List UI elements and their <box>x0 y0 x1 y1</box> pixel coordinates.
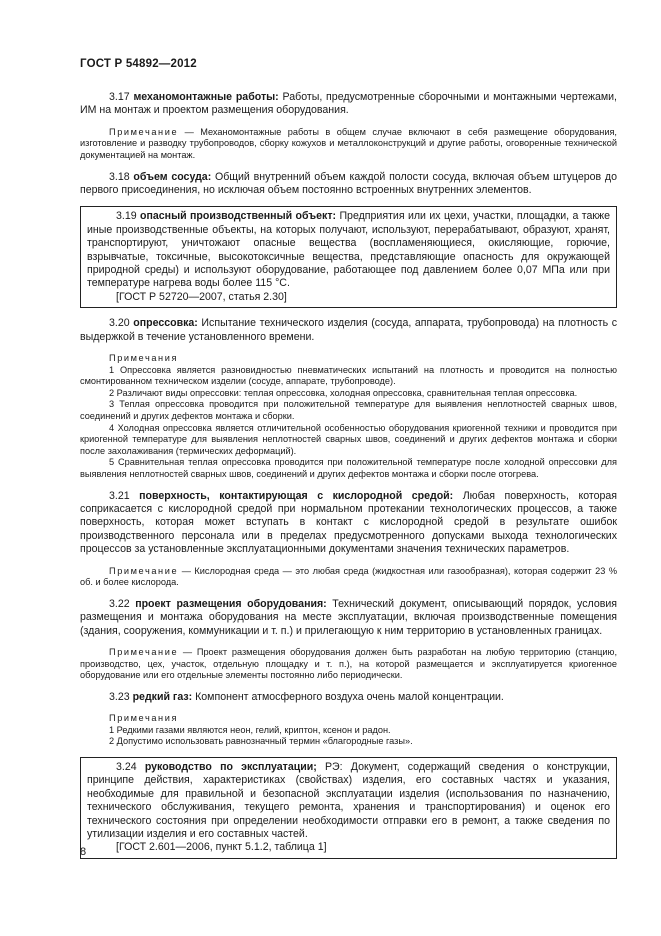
term-number: 3.24 <box>116 761 137 773</box>
term-definition: Технический документ, описывающий порядок, условия размещения и монтажа оборудования на месте эксплуатации, включая производственные помещения (здания, сооружения, коммуникации и т. п.) и прилегающую к ним территорию в установленных границах. <box>80 597 617 637</box>
term-number: 3.21 <box>109 489 130 502</box>
source-reference: [ГОСТ Р 52720—2007, статья 2.30] <box>116 290 287 303</box>
term-3-17 <box>80 91 617 118</box>
term-3-20 <box>80 317 617 344</box>
term-title: опасный производственный объект: <box>140 210 337 223</box>
note-item: 3 Теплая опрессовка проводится при положительной температуре для выявления неплотностей сварных швов, соединений и других дефектов монтажа и сборки. <box>80 399 617 422</box>
note-item: 1 Редкими газами являются неон, гелий, криптон, ксенон и радон. <box>109 724 391 735</box>
document-header: ГОСТ Р 54892—2012 <box>80 58 197 70</box>
notes-label: Примечания <box>109 353 179 364</box>
term-title: опрессовка: <box>133 317 198 330</box>
note-item: 4 Холодная опрессовка является отличительной особенностью оборудования криогенной техники и проводится при криогенной температуре для выявления неплотностей сварных швов, соединений и других дефектов монтажа и сборки после захолаживания (термических деформаций). <box>80 422 617 456</box>
term-number: 3.17 <box>109 91 130 103</box>
term-3-21 <box>80 490 617 557</box>
term-definition: Работы, предусмотренные сборочными и монтажными чертежами, ИМ на монтаж и проектом размещения оборудования. <box>80 91 618 117</box>
note-3-22 <box>80 647 617 682</box>
note-label: Примечание <box>109 126 179 137</box>
term-title: поверхность, контактирующая с кислородной средой: <box>139 489 454 502</box>
term-number: 3.19 <box>116 210 137 223</box>
term-3-23 <box>80 691 617 704</box>
term-title: объем сосуда: <box>133 170 212 183</box>
notes-3-23 <box>80 713 617 748</box>
note-label: Примечание <box>109 565 179 576</box>
term-definition: Испытание технического изделия (сосуда, аппарата, трубопровода) на плотность с выдержкой в течение установленного времени. <box>80 317 617 343</box>
term-number: 3.22 <box>109 597 130 610</box>
term-definition: Компонент атмосферного воздуха очень малой концентрации. <box>192 690 504 703</box>
term-number: 3.18 <box>109 170 130 183</box>
term-3-19 <box>87 210 610 290</box>
term-number: 3.23 <box>109 690 130 703</box>
note-text: — Кислородная среда — это любая среда (жидкостная или газообразная), которая содержит 23 % об. и более кислорода. <box>80 565 617 588</box>
term-title: руководство по эксплуатации; <box>144 761 317 773</box>
notes-3-20 <box>80 353 617 481</box>
note-item: 2 Допустимо использовать равнозначный термин «благородные газы». <box>109 736 413 747</box>
term-title: проект размещения оборудования: <box>135 597 327 610</box>
term-definition: Любая поверхность, которая соприкасается с кислородной средой при нормальном протекании технологических процессов, а также поверхность, которая может вступать в контакт с кислородной средой в результате ошибок производственного персонала или в пределах предусмотренного допусками выхода технологических процессов за установленные эксплуатационными документами значения технических параметров. <box>80 489 617 556</box>
term-definition: Предприятия или их цехи, участки, площадки, а также иные производственные объекты, на которых получают, используют, перерабатывают, образуют, хранят, транспортируют, уничтожают опасные вещества (воспламеняющиеся, окисляющие, горючие, взрывчатые, токсичные, высокотоксичные вещества, представляющие опасность для окружающей природной среды) и используют оборудование, работающее под давлением более 0,07 МПа или при температуре нагрева воды более 115 °C. <box>87 210 610 290</box>
notes-label: Примечания <box>109 713 179 724</box>
note-text: — Проект размещения оборудования должен быть разработан на любую территорию (станцию, производство, цех, участок, отдельную площадку и т. п.), на которой размещается и эксплуатируется криогенное оборудование или его отдельные элементы постоянно либо периодически. <box>80 647 617 681</box>
term-number: 3.20 <box>109 317 130 330</box>
term-3-22 <box>80 598 617 638</box>
note-item: 5 Сравнительная теплая опрессовка проводится при положительной температуре после холодной опрессовки для выявления неплотностей сварных швов, соединений и других дефектов монтажа и сборки после отогрева. <box>80 457 617 479</box>
term-3-24 <box>87 761 610 841</box>
term-definition: Общий внутренний объем каждой полости сосуда, включая объем штуцеров до первого присоединения, но исключая объем постоянно встроенных внутренних элементов. <box>80 170 617 196</box>
term-title: редкий газ: <box>132 690 193 703</box>
document-body <box>80 91 617 868</box>
note-3-17 <box>80 127 617 162</box>
term-title: механомонтажные работы: <box>133 91 279 103</box>
source-reference: [ГОСТ 2.601—2006, пункт 5.1.2, таблица 1] <box>116 841 327 854</box>
note-item: 2 Различают виды опрессовки: теплая опрессовка, холодная опрессовка, сравнительная теплая опрессовка. <box>109 387 578 398</box>
note-item: 1 Опрессовка является разновидностью пневматических испытаний на плотность и проводится на полностью смонтированном техническом изделии (сосуде, аппарате, трубопроводе). <box>80 364 617 387</box>
boxed-term-3-24 <box>80 757 617 859</box>
note-3-21 <box>80 566 617 589</box>
term-3-18 <box>80 171 617 198</box>
note-text: — Механомонтажные работы в общем случае включают в себя размещение оборудования, изготовление и разводку трубопроводов, сборку кожухов и металлоконструкций и другие работы, оговоренные технической документацией на монтаж. <box>80 126 617 160</box>
boxed-term-3-19 <box>80 206 617 308</box>
page-number: 8 <box>80 846 87 858</box>
note-label: Примечание <box>109 647 179 658</box>
term-definition: РЭ: Документ, содержащий сведения о конструкции, принципе действия, характеристиках (свойствах) изделия, его составных частях и указания, необходимые для правильной и безопасной эксплуатации изделия (использования по назначению, технического обслуживания, текущего ремонта, хранения и транспортирования) и оценок его технического состояния при определении необходимости отправки его в ремонт, а также сведения по утилизации изделия и его составных частей. <box>87 761 610 841</box>
